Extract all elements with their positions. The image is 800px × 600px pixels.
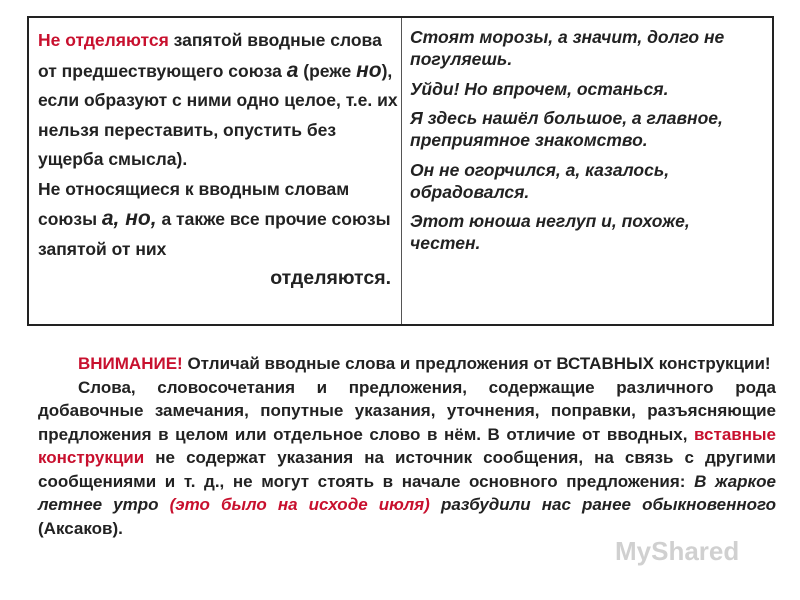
watermark-logo: MyShared [615, 536, 740, 566]
union-a: а [286, 58, 299, 82]
warning-label: ВНИМАНИЕ! [78, 354, 183, 373]
rule-text: а также все прочие союзы запятой от них [38, 209, 391, 259]
rule-table [27, 16, 774, 326]
example-sentence: В жаркое летнее утро [38, 471, 776, 514]
warning-text: Отличай вводные слова и предложения от ВСТАВНЫХ конструкции! [182, 354, 771, 373]
definition-text: Слова, словосочетания и предложения, содержащие различного рода добавочные замечания, попутные указания, уточнения, поправки, разъясняющие предложения в целом или отдельное слово в нём. В отличие от вводных, [38, 377, 776, 444]
example-item: Этот юноша неглуп и, похоже, честен. [410, 211, 690, 253]
warning-line [38, 352, 776, 376]
rule-text: запятой вводные слова от предшествующего союза [38, 30, 382, 81]
definition-text: не содержат указания на источник сообщения, на связь с другими сообщениями и т. д., не могут стоять в начале основного предложения: [38, 448, 776, 491]
example-author: (Аксаков). [38, 518, 123, 538]
example-sentence: разбудили нас ранее обыкновенного [429, 495, 777, 514]
rule-text: (реже [298, 60, 357, 81]
examples-cell [402, 18, 772, 324]
example-item: Я здесь нашёл большое, а главное, преприятное знакомство. [410, 108, 723, 150]
attention-note [38, 352, 776, 540]
rule-keyword-not-separated: Не отделяются [38, 30, 169, 50]
example-item: Уйди! Но впрочем, останься. [410, 78, 669, 99]
union-no: но [356, 58, 382, 82]
rule-text: Не относящиеся к вводным словам союзы [38, 178, 350, 229]
example-item: Он не огорчился, а, казалось, обрадовался. [410, 159, 670, 202]
rule-tail-separated: отделяются. [270, 267, 391, 289]
unions-a-no: а, но, [101, 207, 157, 230]
example-insertion: (это было на исходе июля) [169, 495, 430, 514]
definition-paragraph [38, 376, 776, 541]
rule-text: ), если образуют с ними одно целое, т.е. их нельзя переставить, опустить без ущерба смысла). [38, 60, 398, 169]
rule-cell [29, 18, 402, 324]
example-item: Стоят морозы, а значит, долго не погуляешь. [410, 27, 725, 69]
inserted-constructions-term: вставные конструкции [38, 424, 776, 467]
